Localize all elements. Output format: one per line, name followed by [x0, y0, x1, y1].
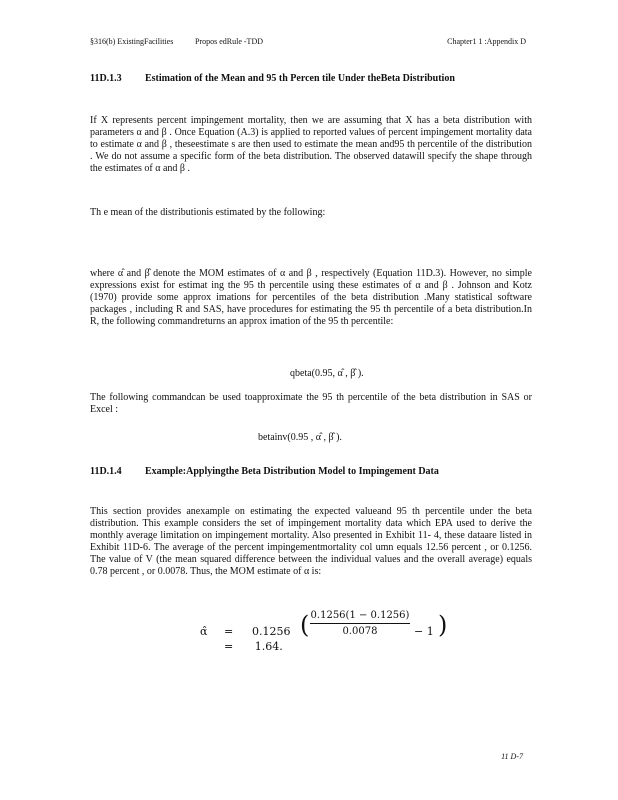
paragraph-3-text: where α̂ and β̂ denote the MOM estimates of α and β , respectively (Equation 11D.3). However, no simple expressions exist for estimat ing the 95 th percentile using these estimates of α and β . Johnson and Kotz (1970) provide some approx imations for percentiles of the beta distribution .Many statistical software packages , including R and SAS, have procedures for estimating the 95 th percentile of a beta distribution.In R, the following commandreturns an approx imation of the 95 th percentile:: [90, 268, 532, 327]
equation-tail: − 1: [414, 625, 434, 638]
r-command: qbeta(0.95, α̂ , β̂ ).: [290, 368, 364, 379]
equation-lhs: α̂: [200, 625, 208, 638]
fraction-bar: [310, 623, 410, 624]
left-paren: (: [300, 611, 310, 639]
equation-equals: =: [224, 625, 234, 638]
mom-alpha-result: [224, 640, 301, 653]
fraction-denominator: 0.0078: [342, 626, 378, 637]
result-equals: =: [224, 640, 234, 653]
fraction-numerator: 0.1256(1 − 0.1256): [310, 610, 410, 621]
paragraph-1-text: If X represents percent impingement mortality, then we are assuming that X has a beta distribution with parameters α and β . Once Equation (A.3) is applied to reported values of percent impingement mortality data to estimate α and β , theseestimate s are then used to estimate the mean and95 th percentile of the distribution . We do not assume a specific form of the beta distribution. The observed datawill specify the shape through the estimates of α and β .: [90, 115, 532, 174]
paragraph-4: [90, 392, 532, 416]
sas-command: betainv(0.95 , α̂ , β̂ ).: [258, 432, 342, 443]
paragraph-2: [90, 207, 532, 219]
header-middle: Propos edRule -TDD: [195, 37, 263, 46]
right-paren: ): [438, 611, 448, 639]
equation-fraction: [310, 610, 410, 637]
section-title: Example:Applyingthe Beta Distribution Model to Impingement Data: [145, 466, 439, 477]
header-right: Chapter1 1 :Appendix D: [447, 37, 526, 46]
paragraph-5: [90, 506, 532, 578]
equation-coefficient: 0.1256: [252, 625, 291, 638]
paragraph-3: [90, 268, 532, 328]
result-value: 1.64.: [254, 640, 283, 653]
paragraph-4-text: The following commandcan be used toapproximate the 95 th percentile of the beta distribution in SAS or Excel :: [90, 392, 532, 415]
paragraph-2-text: Th e mean of the distributionis estimated by the following:: [90, 207, 326, 218]
section-number: 11D.1.4: [90, 466, 122, 477]
header-left: §316(b) ExistingFacilities: [90, 37, 174, 46]
page-number: 11 D-7: [501, 752, 523, 761]
paragraph-5-text: This section provides anexample on estimating the expected valueand 95 th percentile under the beta distribution. This example considers the set of impingement mortality data which EPA used to derive the monthly average limitation on impingement mortality. Also presented in Exhibit 11- 4, these dataare listed in Exhibit 11D-6. The average of the percent impingementmortality col umn equals 12.56 percent , or 0.1256. The value of V (the mean squared difference between the individual values and the overall average) equals 0.78 percent , or 0.0078. Thus, the MOM estimate of α is:: [90, 506, 532, 577]
section-number: 11D.1.3: [90, 73, 122, 84]
section-title: Estimation of the Mean and 95 th Percen tile Under theBeta Distribution: [145, 73, 455, 84]
paragraph-1: [90, 115, 532, 175]
